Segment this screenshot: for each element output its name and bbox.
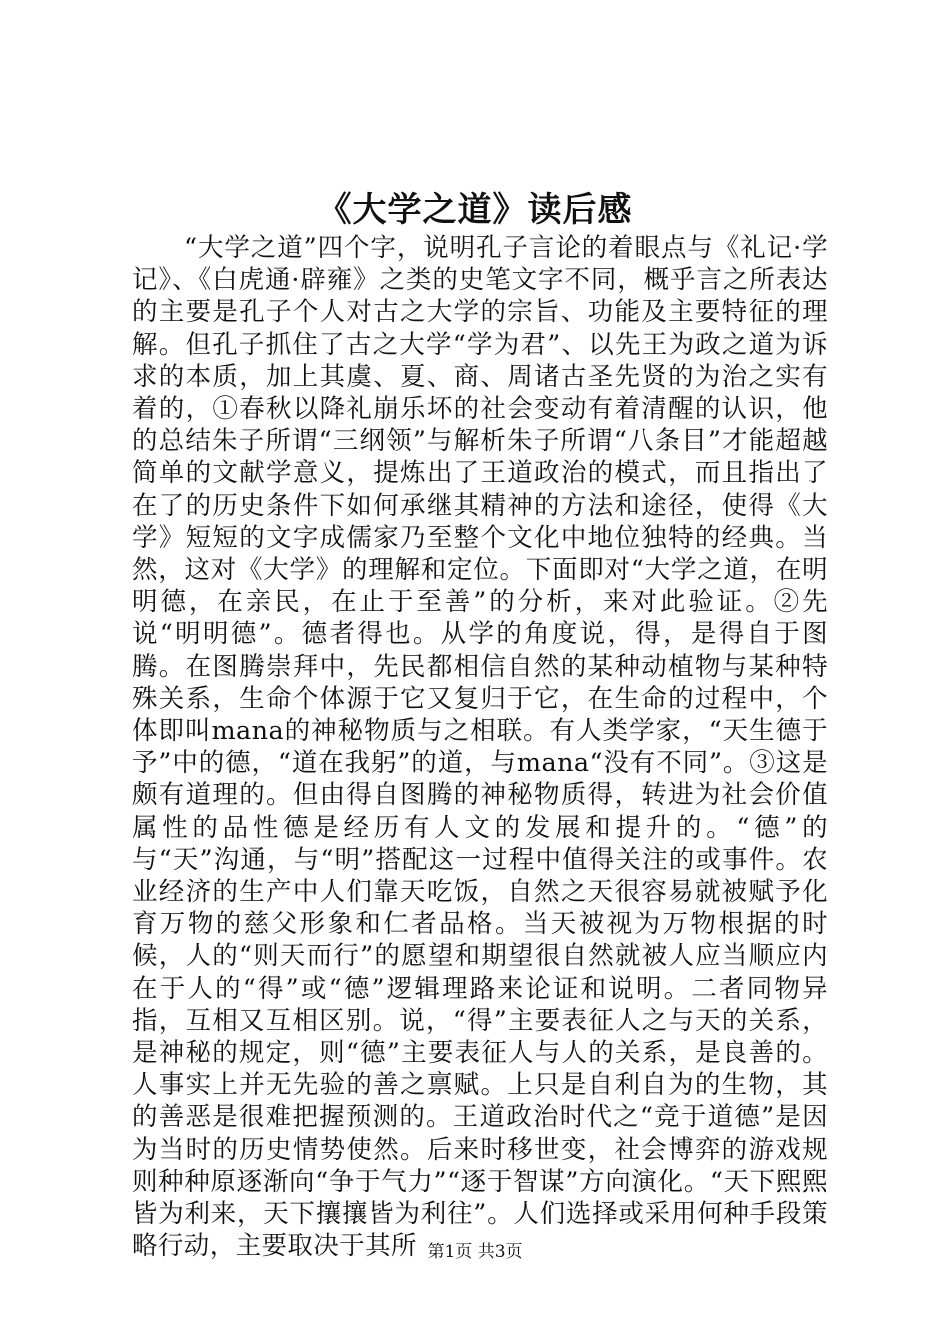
document-title: 《大学之道》读后感 xyxy=(317,190,633,230)
body-paragraph: “大学之道”四个字，说明孔子言论的着眼点与《礼记·学记》、《白虎通·辟雍》之类的史笔文字不同，概乎言之所表达的主要是孔子个人对古之大学的宗旨、功能及主要特征的理解。但孔子抓住了古之大学“学为君”、以先王为政之道为诉求的本质，加上其虞、夏、商、周诸古圣先贤的为治之实有着的，①春秋以降礼崩乐坏的社会变动有着清醒的认识，他的总结朱子所谓“三纲领”与解析朱子所谓“八条目”才能超越简单的文献学意义，提炼出了王道政治的模式，而且指出了在了的历史条件下如何承继其精神的方法和途径，使得《大学》短短的文字成儒家乃至整个文化中地位独特的经典。当然，这对《大学》的理解和定位。下面即对“大学之道，在明明德，在亲民，在止于至善”的分析，来对此验证。②先说“明明德”。德者得也。从学的角度说，得，是得自于图腾。在图腾崇拜中，先民都相信自然的某种动植物与某种特殊关系，生命个体源于它又复归于它，在生命的过程中，个体即叫mana的神秘物质与之相联。有人类学家，“天生德于予”中的德，“道在我躬”的道，与mana“没有不同”。③这是颇有道理的。但由得自图腾的神秘物质得，转进为社会价值属性的品性德是经历有人文的发展和提升的。“德”的与“天”沟通，与“明”搭配这一过程中值得关注的或事件。农业经济的生产中人们靠天吃饭，自然之天很容易就被赋予化育万物的慈父形象和仁者品格。当天被视为万物根据的时候，人的“则天而行”的愿望和期望很自然就被人应当顺应内在于人的“得”或“德”逻辑理路来论证和说明。二者同物异指，互相又互相区别。说，“得”主要表征人之与天的关系，是神秘的规定，则“德”主要表征人与人的关系，是良善的。人事实上并无先验的善之禀赋。上只是自利自为的生物，其的善恶是很难把握预测的。王道政治时代之“竞于道德”是因为当时的历史情势使然。后来时移世变，社会博弈的游戏规则种种原逐渐向“争于气力”“逐于智谋”方向演化。“天下熙熙皆为利来，天下攘攘皆为利往”。人们选择或采用何种手段策略行动，主要取决于其所 xyxy=(132,233,828,1262)
page-footer: 第1页 共3页 xyxy=(427,1242,523,1262)
